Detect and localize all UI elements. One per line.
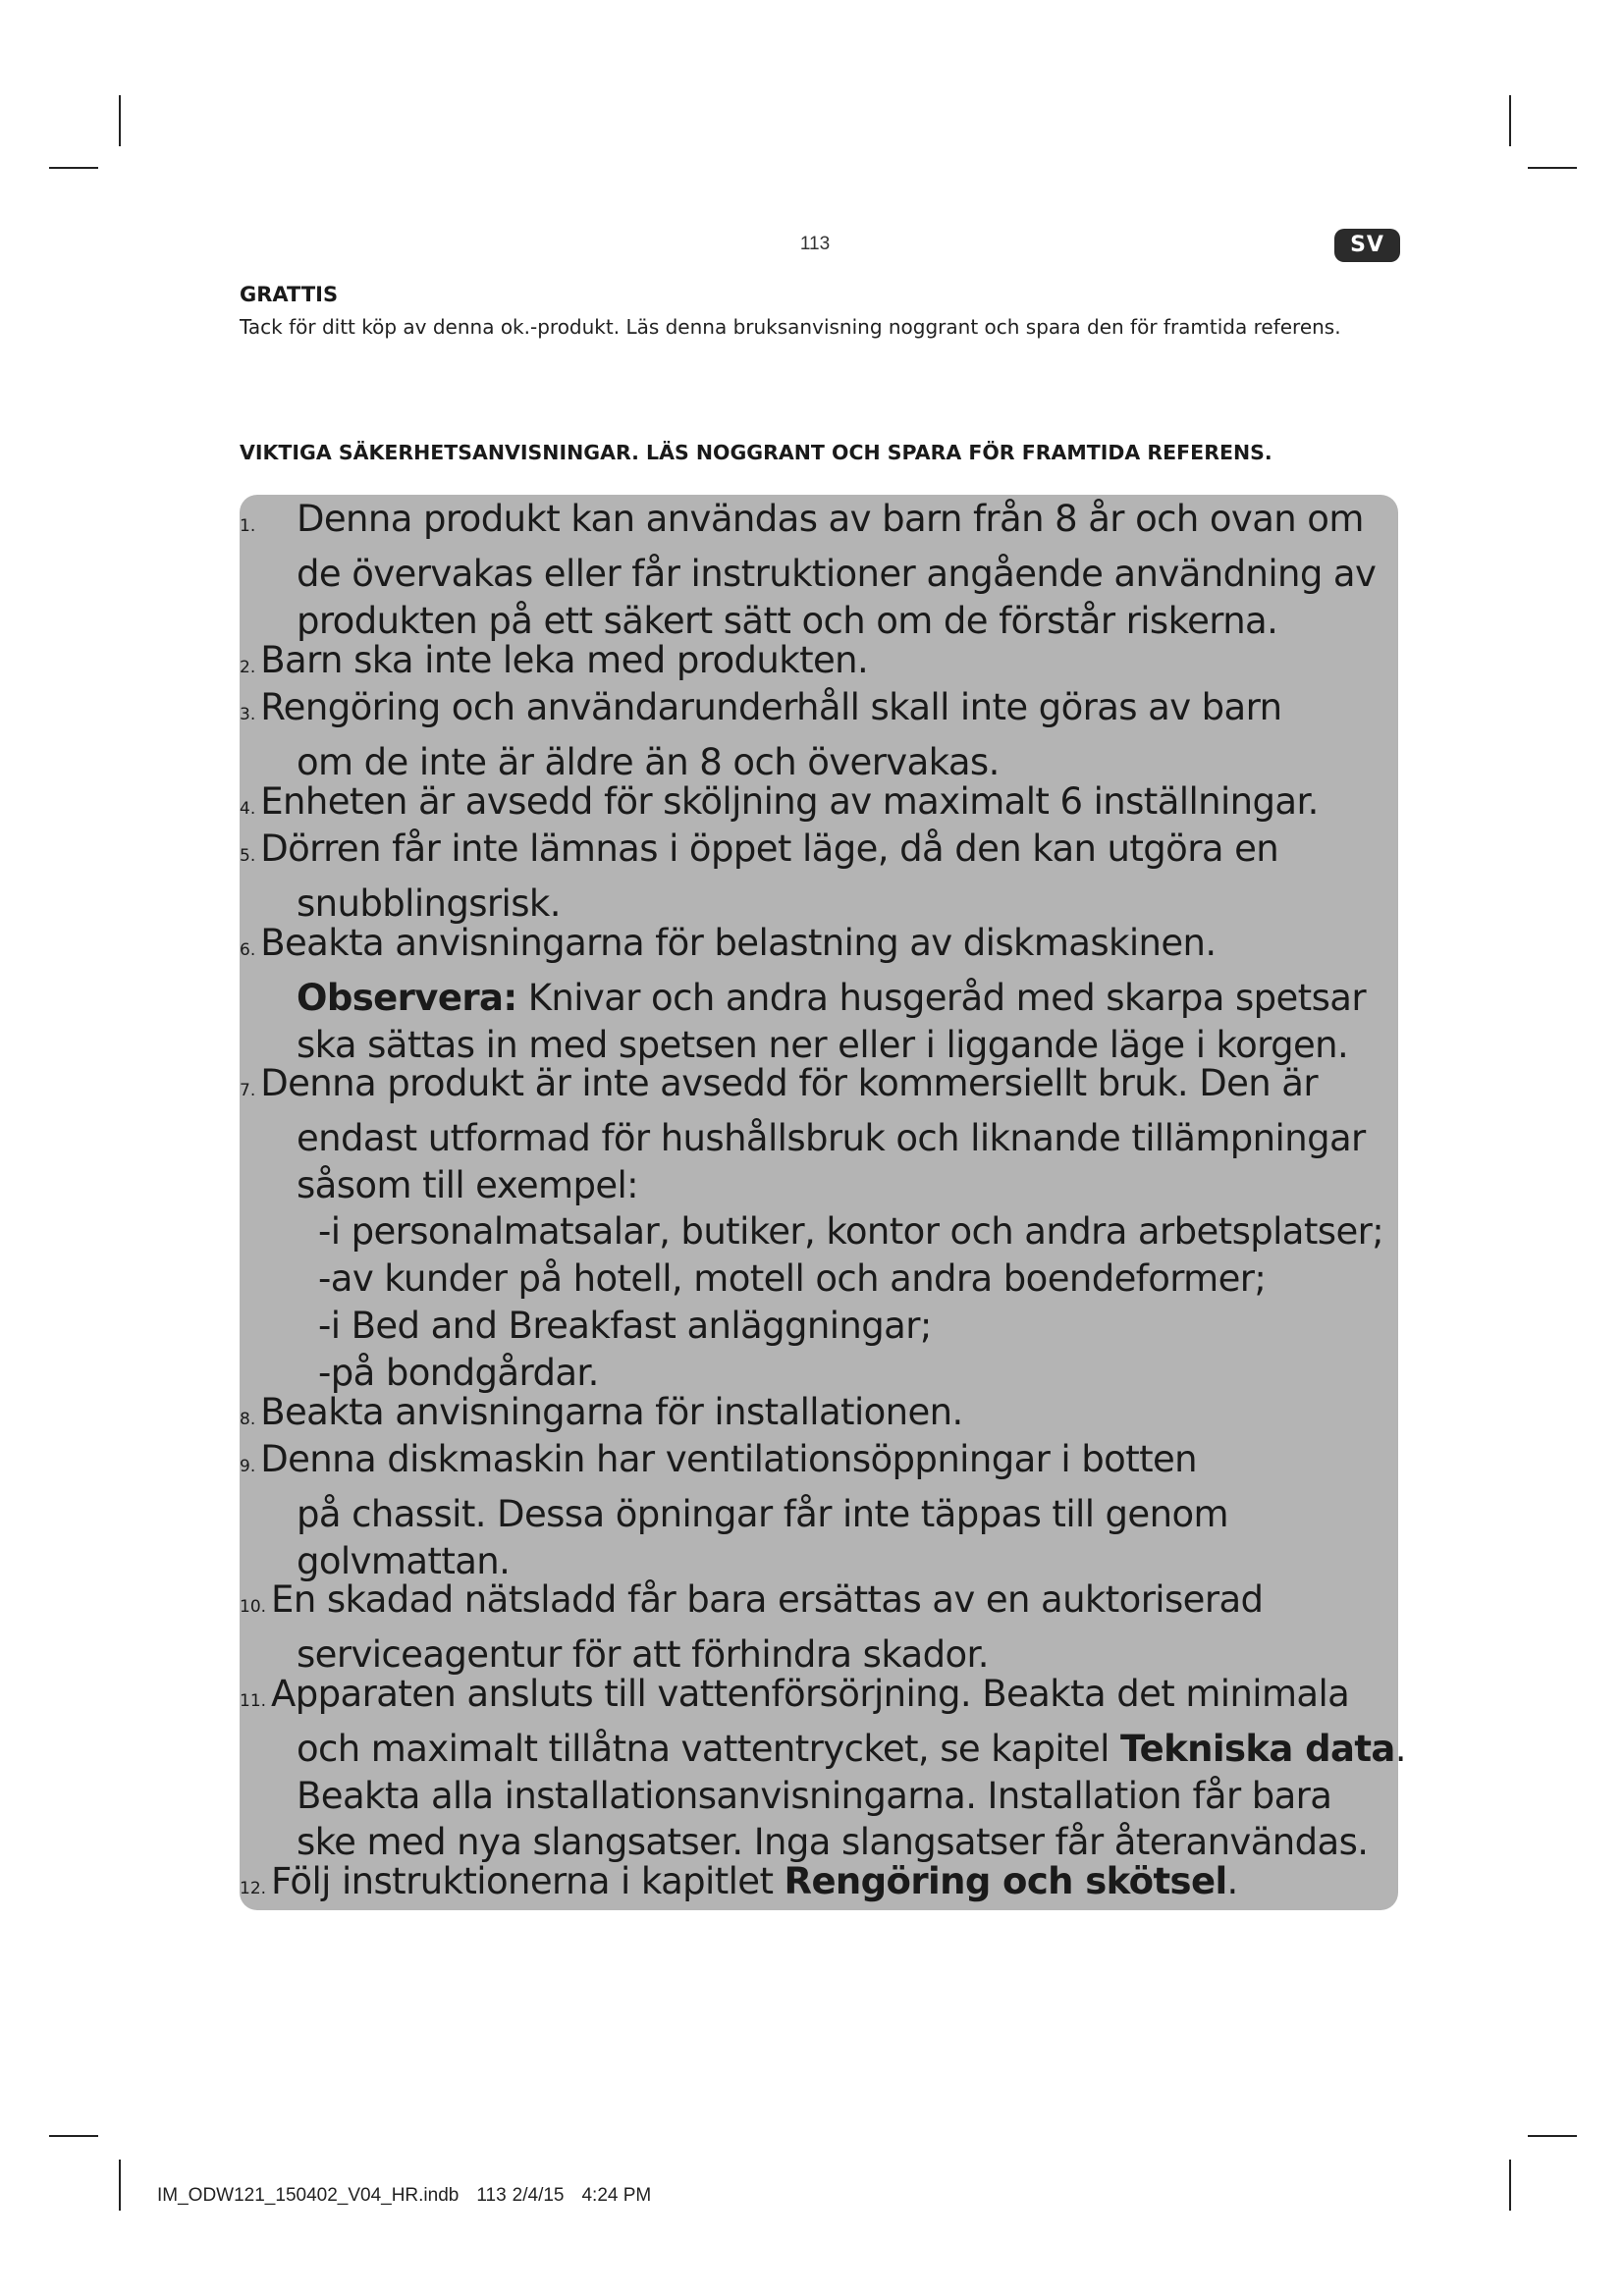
item-text: Enheten är avsedd för sköljning av maximalt 6 inställningar. bbox=[260, 780, 1319, 823]
print-footer bbox=[157, 2185, 669, 2207]
item-text: Denna produkt är inte avsedd för kommersiellt bruk. Den är bbox=[260, 1062, 1318, 1104]
safety-item-1 bbox=[240, 496, 1376, 644]
item-number: 6. bbox=[240, 940, 256, 960]
safety-item-6 bbox=[240, 920, 1366, 1068]
crop-mark bbox=[49, 2135, 98, 2137]
item-number: 4. bbox=[240, 799, 256, 819]
safety-item-3 bbox=[240, 684, 1281, 786]
footer-filename: IM_ODW121_150402_V04_HR.indb bbox=[157, 2185, 460, 2206]
crop-mark bbox=[1509, 2160, 1511, 2211]
item-text: En skadad nätsladd får bara ersättas av en auktoriserad bbox=[271, 1578, 1264, 1621]
item-text: Knivar och andra husgeråd med skarpa spetsar bbox=[527, 976, 1366, 1019]
item-text: golvmattan. bbox=[297, 1539, 511, 1582]
observe-label: Observera: bbox=[297, 976, 517, 1019]
item-subpoint: -i personalmatsalar, butiker, kontor och andra arbetsplatser; bbox=[318, 1210, 1384, 1254]
safety-heading: VIKTIGA SÄKERHETSANVISNINGAR. LÄS NOGGRANT OCH SPARA FÖR FRAMTIDA REFERENS. bbox=[240, 441, 1272, 464]
punctuation: . bbox=[1394, 1727, 1406, 1770]
item-text: Denna diskmaskin har ventilationsöppningar i botten bbox=[260, 1438, 1198, 1480]
crop-mark bbox=[1528, 2135, 1577, 2137]
item-subpoint: -på bondgårdar. bbox=[318, 1351, 599, 1394]
footer-page: 113 bbox=[476, 2185, 507, 2206]
item-text: ska sättas in med spetsen ner eller i liggande läge i korgen. bbox=[297, 1023, 1349, 1066]
item-number: 7. bbox=[240, 1081, 256, 1100]
safety-item-9 bbox=[240, 1436, 1228, 1584]
footer-date: 2/4/15 bbox=[512, 2185, 565, 2206]
item-text: produkten på ett säkert sätt och om de förstår riskerna. bbox=[297, 599, 1278, 642]
item-text: Denna produkt kan användas av barn från 8 år och ovan om bbox=[297, 498, 1364, 540]
section-heading: GRATTIS bbox=[240, 283, 339, 306]
item-number: 9. bbox=[240, 1457, 256, 1476]
page-number: 113 bbox=[799, 234, 831, 254]
crop-mark bbox=[1528, 167, 1577, 169]
item-text: ske med nya slangsatser. Inga slangsatser får återanvändas. bbox=[297, 1821, 1369, 1864]
item-number: 10. bbox=[240, 1597, 267, 1617]
item-text: Beakta anvisningarna för belastning av diskmaskinen. bbox=[260, 922, 1217, 964]
safety-item-5 bbox=[240, 826, 1278, 928]
item-number: 5. bbox=[240, 846, 256, 866]
item-text: endast utformad för hushållsbruk och liknande tillämpningar bbox=[297, 1116, 1366, 1159]
item-number: 3. bbox=[240, 705, 256, 724]
safety-item-10 bbox=[240, 1576, 1263, 1679]
item-number: 1. bbox=[240, 516, 256, 536]
item-text: såsom till exempel: bbox=[297, 1163, 639, 1206]
crop-mark bbox=[1509, 95, 1511, 146]
item-text: Dörren får inte lämnas i öppet läge, då den kan utgöra en bbox=[260, 828, 1279, 870]
item-text: serviceagentur för att förhindra skador. bbox=[297, 1632, 989, 1676]
item-text: Rengöring och användarunderhåll skall inte göras av barn bbox=[260, 686, 1282, 728]
item-text: de övervakas eller får instruktioner angående användning av bbox=[297, 552, 1377, 595]
item-text: snubblingsrisk. bbox=[297, 881, 561, 925]
crop-mark bbox=[119, 95, 121, 146]
item-text: Följ instruktionerna i kapitlet bbox=[271, 1860, 785, 1902]
item-text: om de inte är äldre än 8 och övervakas. bbox=[297, 740, 1000, 783]
safety-item-11 bbox=[240, 1671, 1406, 1866]
item-text: Barn ska inte leka med produkten. bbox=[260, 639, 869, 681]
language-badge: SV bbox=[1334, 229, 1400, 262]
safety-item-12 bbox=[240, 1858, 1238, 1913]
item-text: Beakta alla installationsanvisningarna. Installation får bara bbox=[297, 1774, 1332, 1817]
footer-time: 4:24 PM bbox=[581, 2185, 652, 2206]
punctuation: . bbox=[1226, 1860, 1238, 1902]
item-text: på chassit. Dessa öpningar får inte täppas till genom bbox=[297, 1492, 1228, 1535]
item-subpoint: -av kunder på hotell, motell och andra boendeformer; bbox=[318, 1257, 1267, 1301]
item-number: 11. bbox=[240, 1691, 267, 1711]
item-number: 8. bbox=[240, 1410, 256, 1429]
intro-paragraph: Tack för ditt köp av denna ok.-produkt. Läs denna bruksanvisning noggrant och spara den för framtida referens. bbox=[240, 315, 1341, 339]
chapter-reference: Tekniska data bbox=[1119, 1727, 1395, 1770]
crop-mark bbox=[119, 2160, 121, 2211]
crop-mark bbox=[49, 167, 98, 169]
chapter-reference: Rengöring och skötsel bbox=[784, 1860, 1227, 1902]
safety-item-7 bbox=[240, 1060, 1383, 1397]
item-text: Beakta anvisningarna för installationen. bbox=[260, 1391, 963, 1433]
item-number: 2. bbox=[240, 658, 256, 677]
item-subpoint: -i Bed and Breakfast anläggningar; bbox=[318, 1304, 932, 1347]
item-text: och maximalt tillåtna vattentrycket, se kapitel bbox=[297, 1727, 1120, 1770]
item-number: 12. bbox=[240, 1879, 267, 1898]
item-text: Apparaten ansluts till vattenförsörjning. Beakta det minimala bbox=[271, 1673, 1350, 1715]
